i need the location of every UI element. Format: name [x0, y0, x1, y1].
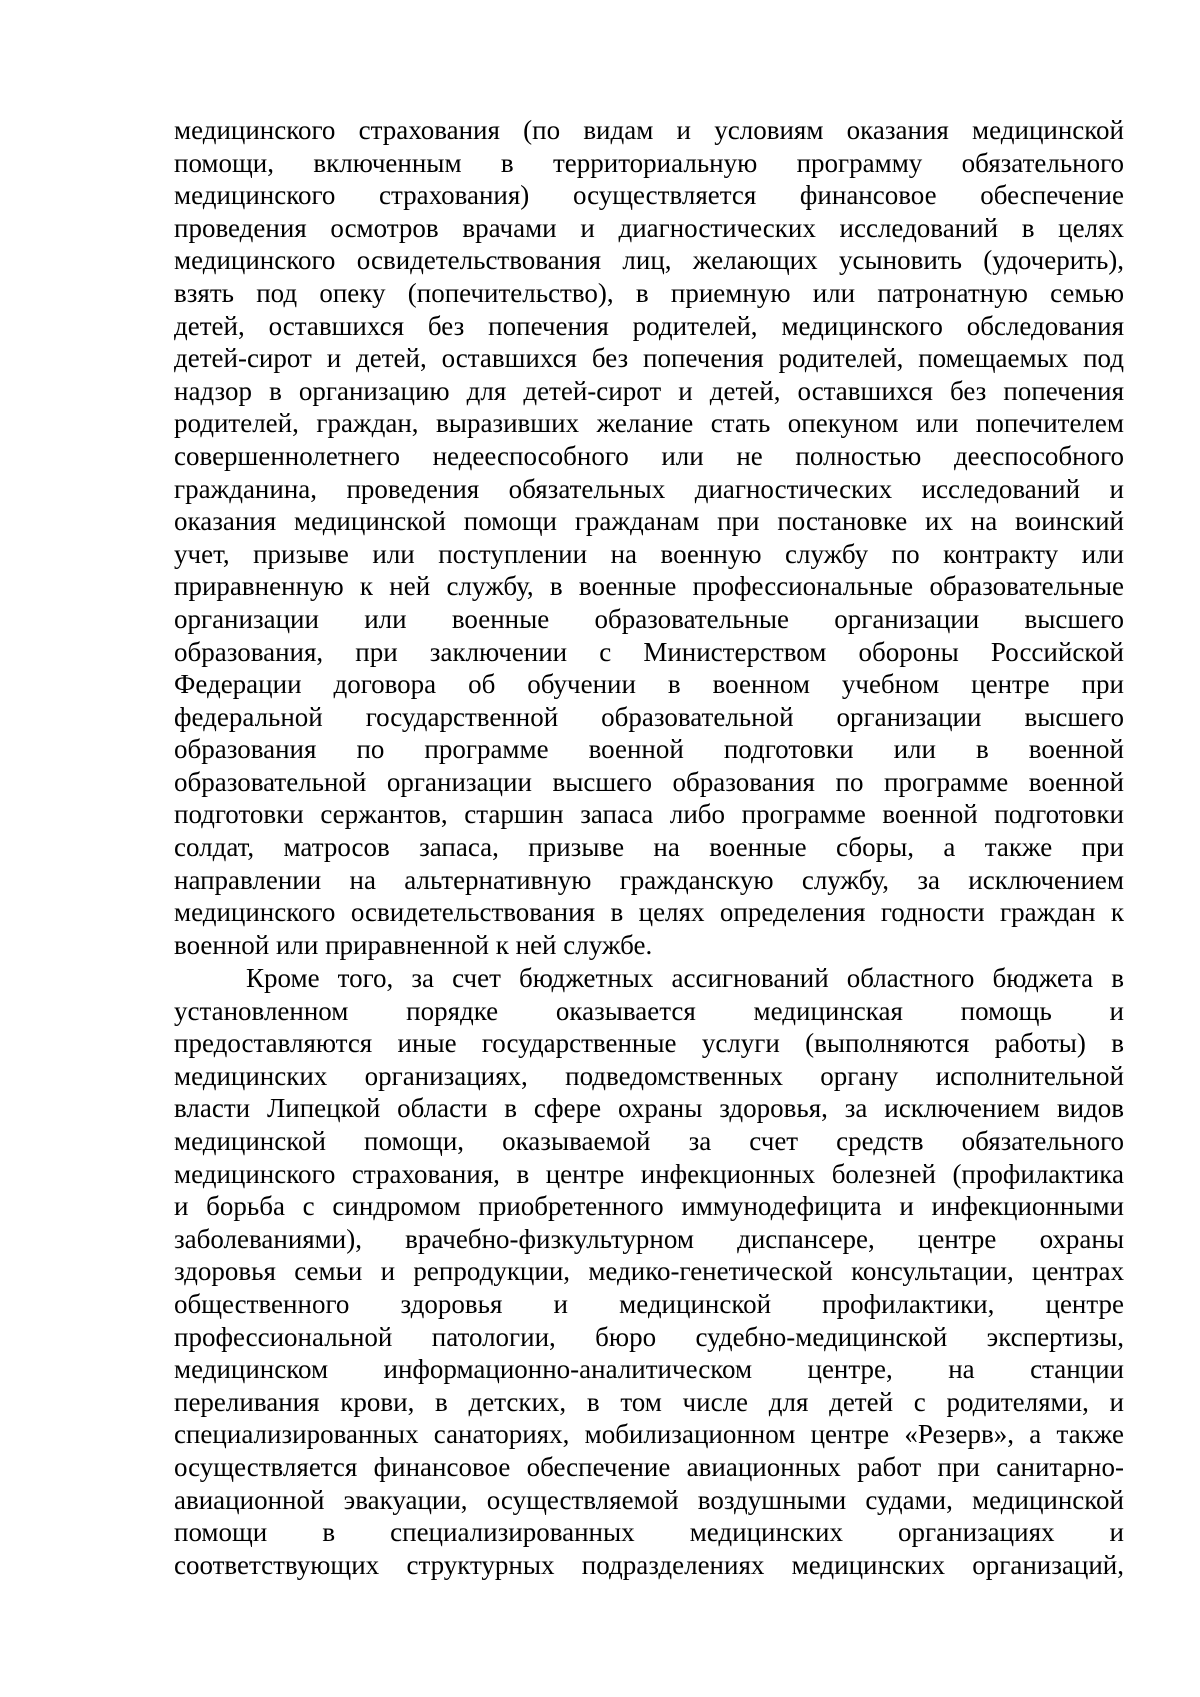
text-line: медицинской помощи, оказываемой за счет средств обязательного	[174, 1125, 1124, 1156]
text-line: образовательной организации высшего образования по программе военной	[174, 766, 1124, 797]
text-line: медицинского страхования, в центре инфекционных болезней (профилактика	[174, 1158, 1124, 1189]
text-line: федеральной государственной образовательной организации высшего	[174, 701, 1124, 732]
text-line: образования по программе военной подготовки или в военной	[174, 734, 1124, 765]
text-line: образования, при заключении с Министерством обороны Российской	[174, 636, 1124, 667]
text-line: помощи, включенным в территориальную программу обязательного	[174, 147, 1124, 178]
text-line: организации или военные образовательные организации высшего	[174, 603, 1124, 634]
text-line: медицинских организациях, подведомственных органу исполнительной	[174, 1060, 1124, 1091]
text-line: здоровья семьи и репродукции, медико-генетической консультации, центрах	[174, 1256, 1124, 1287]
text-line: совершеннолетнего недееспособного или не полностью дееспособного	[174, 440, 1124, 471]
text-line: проведения осмотров врачами и диагностических исследований в целях	[174, 212, 1124, 243]
text-line: медицинского освидетельствования лиц, желающих усыновить (удочерить),	[174, 245, 1124, 276]
text-line: медицинского страхования) осуществляется финансовое обеспечение	[174, 180, 1124, 211]
text-line: надзор в организацию для детей-сирот и детей, оставшихся без попечения	[174, 375, 1124, 406]
text-line: солдат, матросов запаса, призыве на военные сборы, а также при	[174, 832, 1124, 863]
text-line: специализированных санаториях, мобилизационном центре «Резерв», а также	[174, 1419, 1124, 1450]
text-line: власти Липецкой области в сфере охраны здоровья, за исключением видов	[174, 1093, 1124, 1124]
text-line: общественного здоровья и медицинской профилактики, центре	[174, 1288, 1124, 1319]
text-line: подготовки сержантов, старшин запаса либо программе военной подготовки	[174, 799, 1124, 830]
text-line: медицинского страхования (по видам и условиям оказания медицинской	[174, 115, 1124, 145]
text-line: и борьба с синдромом приобретенного иммунодефицита и инфекционными	[174, 1191, 1124, 1222]
paragraph-2	[174, 962, 1124, 1581]
paragraph-1	[174, 114, 1124, 961]
text-line: военной или приравненной к ней службе.	[174, 929, 653, 960]
text-line: гражданина, проведения обязательных диагностических исследований и	[174, 473, 1124, 504]
text-line: медицинского освидетельствования в целях определения годности граждан к	[174, 897, 1124, 928]
text-line: взять под опеку (попечительство), в приемную или патронатную семью	[174, 277, 1124, 308]
text-line: помощи в специализированных медицинских организациях и	[174, 1517, 1124, 1548]
text-line: Кроме того, за счет бюджетных ассигнований областного бюджета в	[246, 963, 1124, 993]
text-line: профессиональной патологии, бюро судебно-медицинской экспертизы,	[174, 1321, 1124, 1352]
text-line: переливания крови, в детских, в том числе для детей с родителями, и	[174, 1386, 1124, 1417]
text-line: Федерации договора об обучении в военном учебном центре при	[174, 669, 1124, 700]
text-line: детей-сирот и детей, оставшихся без попечения родителей, помещаемых под	[174, 343, 1124, 374]
text-line: соответствующих структурных подразделениях медицинских организаций,	[174, 1549, 1124, 1580]
text-line: заболеваниями), врачебно-физкультурном диспансере, центре охраны	[174, 1223, 1124, 1254]
text-line: родителей, граждан, выразивших желание стать опекуном или попечителем	[174, 408, 1124, 439]
text-line: приравненную к ней службу, в военные профессиональные образовательные	[174, 571, 1124, 602]
text-line: авиационной эвакуации, осуществляемой воздушными судами, медицинской	[174, 1484, 1124, 1515]
text-line: детей, оставшихся без попечения родителей, медицинского обследования	[174, 310, 1124, 341]
text-line: направлении на альтернативную гражданскую службу, за исключением	[174, 864, 1124, 895]
text-line: установленном порядке оказывается медицинская помощь и	[174, 995, 1124, 1026]
text-line: учет, призыве или поступлении на военную службу по контракту или	[174, 538, 1124, 569]
text-line: предоставляются иные государственные услуги (выполняются работы) в	[174, 1028, 1124, 1059]
text-line: осуществляется финансовое обеспечение авиационных работ при санитарно-	[174, 1451, 1124, 1482]
text-line: оказания медицинской помощи гражданам при постановке их на воинский	[174, 506, 1124, 537]
text-line: медицинском информационно-аналитическом центре, на станции	[174, 1354, 1124, 1385]
